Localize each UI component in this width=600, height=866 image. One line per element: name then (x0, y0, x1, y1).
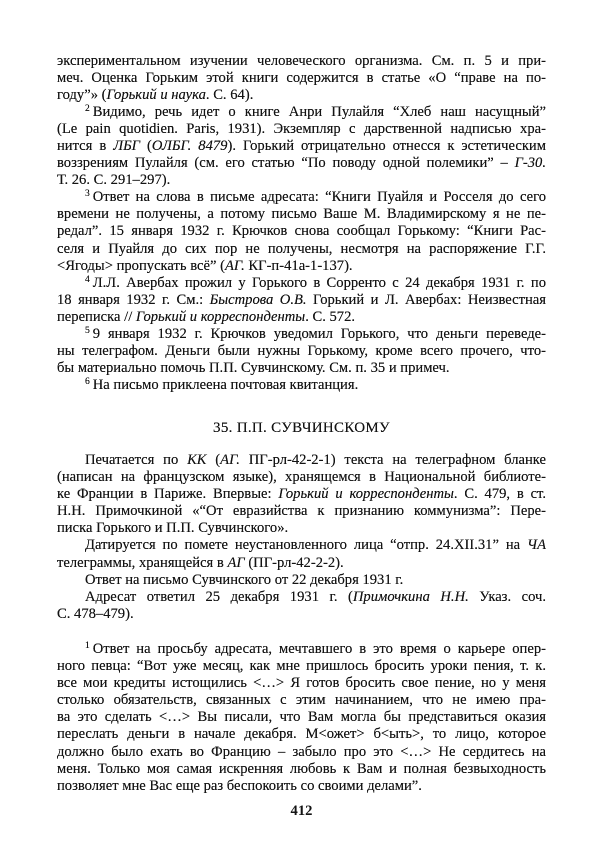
italic-text: ЛБГ (113, 137, 140, 154)
text-line (57, 675, 546, 692)
text-line (57, 206, 546, 223)
text-line (57, 189, 546, 206)
italic-text: Горький и корреспонденты (278, 486, 454, 503)
text-segment: ного певца: “Вот уже месяц, как мне пришлось бросить уроки пения, т. к. (57, 658, 546, 675)
text-segment: писка Горького и П.П. Сувчинского». (57, 520, 289, 537)
text-line (57, 572, 546, 589)
text-line (57, 275, 546, 292)
text-segment: . С. 64). (205, 86, 254, 103)
text-line (57, 53, 546, 70)
text-line (57, 692, 546, 709)
text-segment: ке Франции в Париже. Впервые: (57, 486, 279, 503)
text-line (57, 104, 546, 121)
text-line (57, 520, 546, 537)
text-segment: Горький и Л. Авербах: Неизвестная (306, 291, 546, 308)
text-segment: меч. Оценка Горьким этой книги содержится в статье «О “праве на по- (57, 69, 546, 86)
text-line (57, 121, 546, 138)
text-segment: (Le pain quotidien. Paris, 1931). Экземпляр с дарственной надписью хра- (57, 120, 546, 137)
text-line (57, 377, 546, 394)
italic-text: Горький и корреспонденты (135, 308, 306, 325)
page-number: 412 (290, 803, 313, 819)
text-segment: . С. 479, в ст. (453, 486, 546, 503)
text-line (57, 223, 546, 240)
text-segment: переписка // (57, 308, 136, 325)
italic-text: Примочкина Н.Н. (352, 588, 469, 605)
italic-text: ЧА (527, 537, 546, 554)
italic-text: АГ. (220, 452, 240, 468)
text-line (57, 343, 546, 360)
text-line (57, 172, 546, 189)
text-line (57, 589, 546, 606)
text-line (57, 155, 546, 172)
text-segment: позволяет мне Вас еще раз беспокоить со своими делами”. (57, 777, 422, 794)
text-segment: Т. 26. С. 291–297). (57, 172, 171, 189)
text-segment: телеграммы, хранящейся в (57, 554, 228, 571)
text-line (57, 778, 546, 795)
text-segment: бы материально помочь П.П. Сувчинскому. См. п. 35 и примеч. (57, 360, 450, 377)
text-segment: Ответ на слова в письме адресата: “Книги Пуайля и Росселя до сего (92, 189, 546, 206)
text-line (57, 709, 546, 726)
italic-text: Быстрова О.В. (209, 291, 307, 308)
italic-text: АГ. (224, 257, 245, 274)
text-line (57, 292, 546, 309)
text-line (57, 503, 546, 520)
footnote-marker: 1 (85, 641, 90, 651)
italic-text: Г-30. (514, 155, 546, 172)
text-segment: ны телеграфом. Деньги были нужны Горькому, кроме всего прочего, что- (57, 343, 546, 360)
text-segment: Видимо, речь идет о книге Анри Пулайля “Хлеб наш насущный” (92, 103, 546, 120)
text-segment: На письмо приклеена почтовая квитанция. (92, 377, 359, 394)
text-segment: ( (206, 452, 221, 468)
text-segment: Датируется по помете неустановленного лица “отпр. 24.XII.31” на (85, 537, 528, 554)
text-line (57, 486, 546, 503)
text-segment: Указ. соч. (468, 588, 546, 605)
section-heading: 35. П.П. СУВЧИНСКОМУ (213, 420, 390, 436)
text-segment: ). Горький отрицательно отнесся к эстетическим (227, 137, 546, 154)
text-segment: Ответ на просьбу адресата, мечтавшего в это время о карьере опер- (92, 641, 546, 657)
text-segment: ( (139, 137, 152, 154)
text-segment: году”» ( (57, 86, 107, 103)
text-line (57, 537, 546, 554)
text-line (57, 138, 546, 155)
footnote-marker: 5 (85, 326, 90, 336)
text-line (57, 70, 546, 87)
text-line (57, 326, 546, 343)
text-line (57, 555, 546, 572)
footnote-marker: 3 (85, 189, 90, 200)
text-segment: (написан на французском языке), хранящемся в Национальной библиоте- (57, 469, 546, 486)
text-segment: времени не получены, а потому письмо Ваше М. Владимирскому я не пе- (57, 206, 546, 223)
text-segment: меня. Только моя самая искренняя любовь к Вам и полная безвыходность (57, 760, 546, 777)
text-segment: <Ягоды> пропускать всё” ( (57, 257, 225, 274)
text-segment: 9 января 1932 г. Крючков уведомил Горького, что деньги переведе- (92, 326, 546, 342)
letter-footnotes (57, 641, 546, 795)
text-segment: нится в (57, 137, 114, 154)
text-segment: Печатается по (85, 452, 188, 468)
text-segment: Ответ на письмо Сувчинского от 22 декабря 1931 г. (85, 571, 404, 588)
text-segment: Адресат ответил 25 декабря 1931 г. ( (85, 588, 353, 605)
footnote-marker: 2 (85, 103, 90, 114)
letter-commentary (57, 452, 546, 623)
text-segment: должно было ехать во Францию – забыло про это <…> Не сердитесь на (57, 743, 546, 760)
text-segment: Л.Л. Авербах прожил у Горького в Сорренто с 24 декабря 1931 г. по (92, 274, 546, 291)
italic-text: АГ (227, 554, 245, 571)
text-line (57, 641, 546, 658)
text-segment: С. 478–479). (57, 605, 134, 622)
text-line (57, 309, 546, 326)
text-line (57, 452, 546, 469)
text-line (57, 658, 546, 675)
previous-letter-notes (57, 53, 546, 395)
italic-text: ОЛБГ. 8479 (151, 137, 228, 154)
text-line (57, 360, 546, 377)
text-segment: редал”. 15 января 1932 г. Крючков снова сообщал Горькому: “Книги Рас- (57, 223, 546, 240)
text-segment: воззрениям Пулайля (см. его статью “По поводу одной полемики” – (57, 155, 515, 172)
text-segment: ва это сделать <…> Вы писали, что Вам могла бы представиться оказия (57, 709, 546, 726)
text-line (57, 606, 546, 623)
text-segment: столько обязательств, связанных с этим начинанием, что не имею пра- (57, 692, 546, 709)
text-line (57, 258, 546, 275)
text-segment: 18 января 1932 г. См.: (57, 291, 210, 308)
text-line (57, 241, 546, 258)
italic-text: КК (187, 452, 207, 468)
footnote-marker: 6 (85, 377, 90, 388)
text-line (57, 469, 546, 486)
text-segment: . С. 572. (305, 308, 356, 325)
text-line (57, 761, 546, 778)
text-line (57, 87, 546, 104)
footnote-marker: 4 (85, 274, 90, 285)
text-segment: переслать деньги в начале декабря. М<ожет> б<ыть>, то лицо, которое (57, 726, 546, 743)
text-segment: (ПГ-рл-42-2-2). (244, 554, 344, 571)
text-segment: все мои кредиты истощились <…> Я готов бросить свое пение, но у меня (57, 675, 546, 692)
text-segment: Н.Н. Примочкиной «“От евразийства к признанию коммунизма”: Пере- (57, 503, 546, 520)
text-segment: экспериментальном изучении человеческого организма. См. п. 5 и при- (57, 52, 546, 69)
text-segment: КГ-п-41а-1-137). (244, 257, 353, 274)
text-line (57, 726, 546, 743)
text-segment: селя и Пуайля до сих пор не получены, несмотря на распоряжение Г.Г. (57, 240, 546, 257)
text-line (57, 744, 546, 761)
text-segment: ПГ-рл-42-2-1) текста на телеграфном бланке (239, 452, 546, 468)
italic-text: Горький и наука (106, 86, 206, 103)
